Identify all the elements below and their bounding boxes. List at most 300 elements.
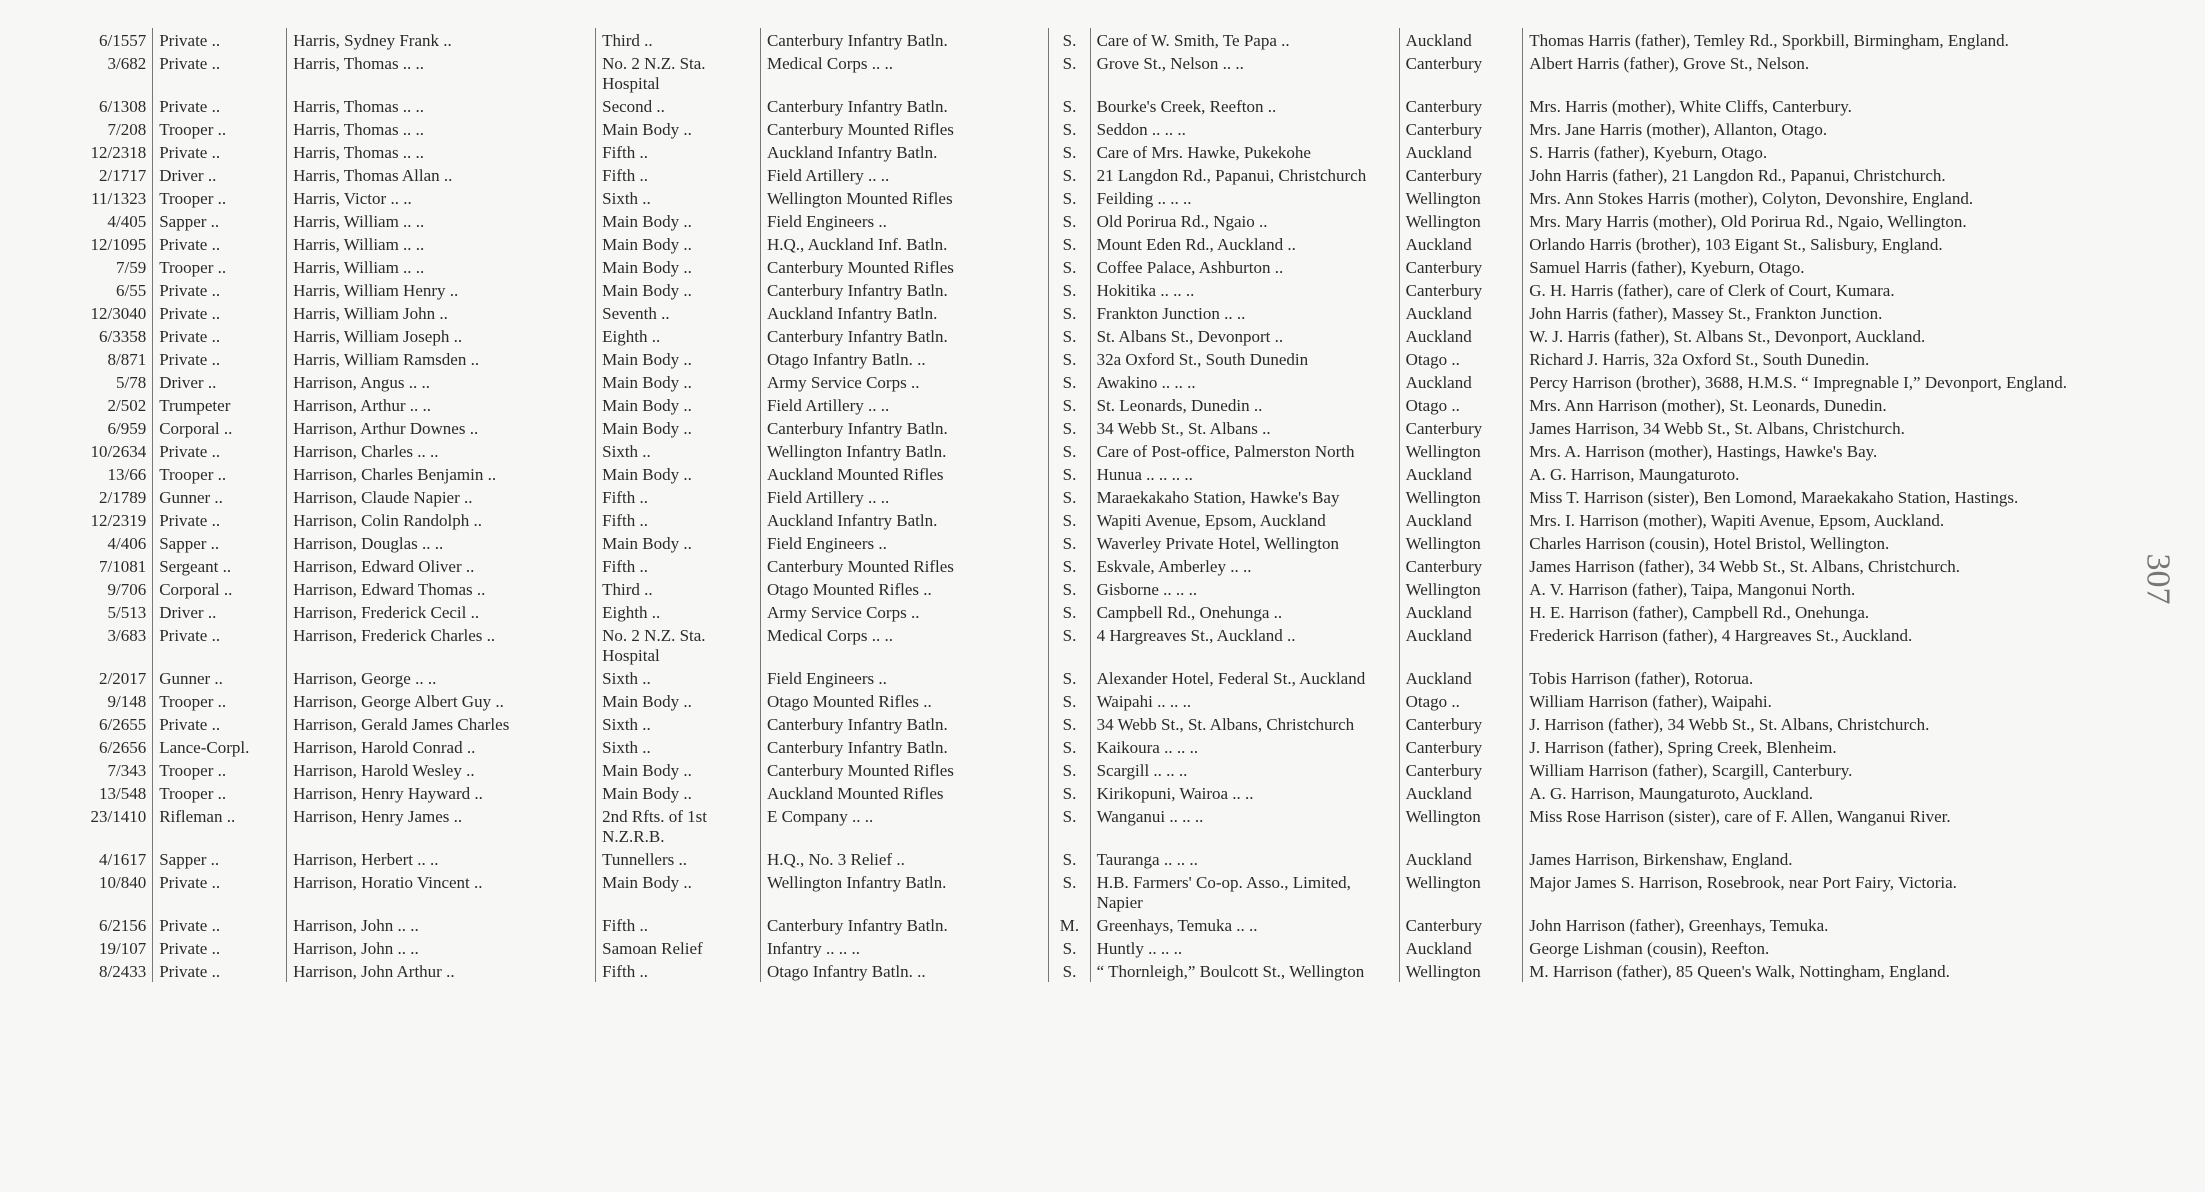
cell-next-of-kin: Thomas Harris (father), Temley Rd., Sporkbill, Birmingham, England. — [1523, 28, 2110, 51]
cell-number: 8/2433 — [98, 962, 147, 981]
cell-unit: Wellington Mounted Rifles — [760, 186, 1048, 209]
cell-status: S. — [1049, 600, 1090, 623]
cell-next-of-kin: Mrs. Mary Harris (mother), Old Porirua Rd., Ngaio, Wellington. — [1523, 209, 2110, 232]
cell-name: Harrison, Harold Conrad .. — [287, 735, 596, 758]
cell-district: Wellington — [1399, 485, 1523, 508]
cell-reinforcement: Main Body .. — [596, 393, 761, 416]
cell-reinforcement: 2nd Rfts. of 1st N.Z.R.B. — [596, 804, 761, 847]
cell-district: Wellington — [1399, 209, 1523, 232]
cell-unit: Canterbury Mounted Rifles — [760, 758, 1048, 781]
cell-next-of-kin: John Harrison (father), Greenhays, Temuka. — [1523, 913, 2110, 936]
cell-last-address: Coffee Palace, Ashburton .. — [1090, 255, 1399, 278]
cell-name: Harrison, Angus .. .. — [287, 370, 596, 393]
cell-unit: Field Artillery .. .. — [760, 485, 1048, 508]
cell-unit: Auckland Infantry Batln. — [760, 301, 1048, 324]
cell-last-address: Gisborne .. .. .. — [1090, 577, 1399, 600]
cell-reinforcement: Main Body .. — [596, 781, 761, 804]
cell-district: Auckland — [1399, 370, 1523, 393]
cell-reinforcement: Main Body .. — [596, 531, 761, 554]
cell-next-of-kin: James Harrison, Birkenshaw, England. — [1523, 847, 2110, 870]
cell-status: S. — [1049, 959, 1090, 982]
cell-name: Harrison, Charles Benjamin .. — [287, 462, 596, 485]
cell-rank: Private .. — [153, 623, 287, 666]
cell-unit: Auckland Infantry Batln. — [760, 508, 1048, 531]
cell-next-of-kin: H. E. Harrison (father), Campbell Rd., Onehunga. — [1523, 600, 2110, 623]
cell-district: Auckland — [1399, 847, 1523, 870]
cell-district: Wellington — [1399, 186, 1523, 209]
cell-reinforcement: Sixth .. — [596, 712, 761, 735]
cell-rank: Sergeant .. — [153, 554, 287, 577]
cell-rank: Private .. — [153, 232, 287, 255]
cell-status: S. — [1049, 186, 1090, 209]
cell-district: Canterbury — [1399, 735, 1523, 758]
cell-number: 10/840 — [98, 873, 147, 892]
cell-next-of-kin: Miss T. Harrison (sister), Ben Lomond, Maraekakaho Station, Hastings. — [1523, 485, 2110, 508]
cell-last-address: Feilding .. .. .. — [1090, 186, 1399, 209]
cell-name: Harrison, Edward Oliver .. — [287, 554, 596, 577]
cell-number: 9/706 — [107, 580, 147, 599]
cell-status: S. — [1049, 623, 1090, 666]
cell-district: Canterbury — [1399, 117, 1523, 140]
cell-rank: Private .. — [153, 870, 287, 913]
cell-next-of-kin: Mrs. I. Harrison (mother), Wapiti Avenue, Epsom, Auckland. — [1523, 508, 2110, 531]
cell-number: 7/343 — [107, 761, 147, 780]
cell-status: S. — [1049, 735, 1090, 758]
cell-number: 2/2017 — [98, 669, 147, 688]
cell-status: S. — [1049, 278, 1090, 301]
cell-district: Wellington — [1399, 439, 1523, 462]
roll-entry — [60, 870, 2110, 913]
roll-entry — [60, 735, 2110, 758]
roll-entry — [60, 804, 2110, 847]
cell-rank: Private .. — [153, 508, 287, 531]
cell-district: Auckland — [1399, 781, 1523, 804]
cell-next-of-kin: John Harris (father), 21 Langdon Rd., Papanui, Christchurch. — [1523, 163, 2110, 186]
cell-last-address: Maraekakaho Station, Hawke's Bay — [1090, 485, 1399, 508]
cell-status: S. — [1049, 117, 1090, 140]
cell-number: 6/55 — [115, 281, 147, 300]
cell-district: Auckland — [1399, 600, 1523, 623]
cell-unit: Canterbury Mounted Rifles — [760, 255, 1048, 278]
cell-district: Auckland — [1399, 301, 1523, 324]
cell-unit: Auckland Infantry Batln. — [760, 140, 1048, 163]
cell-name: Harrison, Frederick Cecil .. — [287, 600, 596, 623]
cell-last-address: Wapiti Avenue, Epsom, Auckland — [1090, 508, 1399, 531]
cell-unit: E Company .. .. — [760, 804, 1048, 847]
cell-name: Harris, William Joseph .. — [287, 324, 596, 347]
cell-reinforcement: Main Body .. — [596, 758, 761, 781]
roll-body — [60, 28, 2110, 982]
cell-district: Auckland — [1399, 623, 1523, 666]
cell-last-address: Tauranga .. .. .. — [1090, 847, 1399, 870]
cell-last-address: “ Thornleigh,” Boulcott St., Wellington — [1090, 959, 1399, 982]
cell-number: 12/3040 — [90, 304, 147, 323]
cell-number: 12/1095 — [90, 235, 147, 254]
cell-next-of-kin: M. Harrison (father), 85 Queen's Walk, Nottingham, England. — [1523, 959, 2110, 982]
cell-rank: Trooper .. — [153, 758, 287, 781]
roll-entry — [60, 186, 2110, 209]
cell-last-address: Hunua .. .. .. .. — [1090, 462, 1399, 485]
cell-number: 2/1789 — [98, 488, 147, 507]
roll-entry — [60, 712, 2110, 735]
cell-last-address: Hokitika .. .. .. — [1090, 278, 1399, 301]
cell-next-of-kin: Orlando Harris (brother), 103 Eigant St., Salisbury, England. — [1523, 232, 2110, 255]
cell-district: Otago .. — [1399, 393, 1523, 416]
cell-last-address: Care of Mrs. Hawke, Pukekohe — [1090, 140, 1399, 163]
cell-rank: Gunner .. — [153, 485, 287, 508]
cell-number: 2/502 — [107, 396, 147, 415]
cell-next-of-kin: Samuel Harris (father), Kyeburn, Otago. — [1523, 255, 2110, 278]
cell-number: 6/2156 — [98, 916, 147, 935]
cell-last-address: St. Leonards, Dunedin .. — [1090, 393, 1399, 416]
cell-rank: Driver .. — [153, 370, 287, 393]
cell-status: S. — [1049, 163, 1090, 186]
cell-rank: Private .. — [153, 140, 287, 163]
cell-unit: Canterbury Infantry Batln. — [760, 28, 1048, 51]
cell-rank: Private .. — [153, 324, 287, 347]
cell-unit: Army Service Corps .. — [760, 370, 1048, 393]
cell-name: Harrison, Henry Hayward .. — [287, 781, 596, 804]
cell-district: Auckland — [1399, 232, 1523, 255]
cell-district: Canterbury — [1399, 416, 1523, 439]
cell-next-of-kin: S. Harris (father), Kyeburn, Otago. — [1523, 140, 2110, 163]
cell-status: S. — [1049, 804, 1090, 847]
cell-rank: Trooper .. — [153, 117, 287, 140]
cell-rank: Gunner .. — [153, 666, 287, 689]
cell-district: Canterbury — [1399, 712, 1523, 735]
cell-reinforcement: Sixth .. — [596, 186, 761, 209]
cell-next-of-kin: Mrs. A. Harrison (mother), Hastings, Hawke's Bay. — [1523, 439, 2110, 462]
cell-rank: Private .. — [153, 301, 287, 324]
cell-number: 6/959 — [107, 419, 147, 438]
cell-status: S. — [1049, 140, 1090, 163]
roll-entry — [60, 255, 2110, 278]
cell-rank: Driver .. — [153, 600, 287, 623]
cell-next-of-kin: Mrs. Ann Stokes Harris (mother), Colyton, Devonshire, England. — [1523, 186, 2110, 209]
cell-next-of-kin: W. J. Harris (father), St. Albans St., Devonport, Auckland. — [1523, 324, 2110, 347]
cell-next-of-kin: Mrs. Ann Harrison (mother), St. Leonards, Dunedin. — [1523, 393, 2110, 416]
cell-last-address: Eskvale, Amberley .. .. — [1090, 554, 1399, 577]
cell-reinforcement: Eighth .. — [596, 324, 761, 347]
cell-reinforcement: Sixth .. — [596, 666, 761, 689]
cell-unit: Canterbury Infantry Batln. — [760, 913, 1048, 936]
cell-unit: Canterbury Infantry Batln. — [760, 416, 1048, 439]
cell-last-address: Alexander Hotel, Federal St., Auckland — [1090, 666, 1399, 689]
cell-unit: Auckland Mounted Rifles — [760, 462, 1048, 485]
cell-district: Canterbury — [1399, 913, 1523, 936]
cell-status: S. — [1049, 485, 1090, 508]
cell-name: Harrison, Herbert .. .. — [287, 847, 596, 870]
cell-status: S. — [1049, 347, 1090, 370]
cell-status: S. — [1049, 255, 1090, 278]
roll-entry — [60, 623, 2110, 666]
cell-district: Otago .. — [1399, 347, 1523, 370]
cell-number: 19/107 — [98, 939, 147, 958]
roll-entry — [60, 117, 2110, 140]
cell-name: Harris, Thomas .. .. — [287, 140, 596, 163]
cell-unit: Wellington Infantry Batln. — [760, 439, 1048, 462]
roll-entry — [60, 781, 2110, 804]
cell-last-address: Frankton Junction .. .. — [1090, 301, 1399, 324]
cell-number: 4/405 — [107, 212, 147, 231]
cell-name: Harrison, Gerald James Charles — [287, 712, 596, 735]
cell-rank: Private .. — [153, 94, 287, 117]
cell-rank: Private .. — [153, 51, 287, 94]
cell-district: Auckland — [1399, 666, 1523, 689]
cell-number: 23/1410 — [90, 807, 147, 826]
cell-last-address: Scargill .. .. .. — [1090, 758, 1399, 781]
cell-name: Harrison, Frederick Charles .. — [287, 623, 596, 666]
roll-entry — [60, 959, 2110, 982]
cell-status: S. — [1049, 393, 1090, 416]
cell-number: 3/682 — [107, 54, 147, 73]
roll-entry — [60, 393, 2110, 416]
cell-last-address: Huntly .. .. .. — [1090, 936, 1399, 959]
cell-status: S. — [1049, 324, 1090, 347]
cell-status: S. — [1049, 847, 1090, 870]
cell-status: S. — [1049, 416, 1090, 439]
cell-reinforcement: Fifth .. — [596, 554, 761, 577]
cell-last-address: Kirikopuni, Wairoa .. .. — [1090, 781, 1399, 804]
cell-reinforcement: Fifth .. — [596, 163, 761, 186]
cell-last-address: Grove St., Nelson .. .. — [1090, 51, 1399, 94]
cell-name: Harrison, John .. .. — [287, 913, 596, 936]
cell-number: 5/513 — [107, 603, 147, 622]
cell-status: S. — [1049, 936, 1090, 959]
cell-rank: Lance-Corpl. — [153, 735, 287, 758]
cell-reinforcement: Second .. — [596, 94, 761, 117]
cell-name: Harrison, Edward Thomas .. — [287, 577, 596, 600]
cell-name: Harrison, Harold Wesley .. — [287, 758, 596, 781]
cell-rank: Private .. — [153, 936, 287, 959]
cell-rank: Sapper .. — [153, 531, 287, 554]
cell-reinforcement: Fifth .. — [596, 913, 761, 936]
cell-next-of-kin: A. V. Harrison (father), Taipa, Mangonui North. — [1523, 577, 2110, 600]
cell-number: 3/683 — [107, 626, 147, 645]
cell-name: Harrison, John Arthur .. — [287, 959, 596, 982]
cell-district: Auckland — [1399, 140, 1523, 163]
cell-next-of-kin: Major James S. Harrison, Rosebrook, near Port Fairy, Victoria. — [1523, 870, 2110, 913]
cell-next-of-kin: Tobis Harrison (father), Rotorua. — [1523, 666, 2110, 689]
cell-rank: Corporal .. — [153, 577, 287, 600]
roll-entry — [60, 847, 2110, 870]
cell-reinforcement: No. 2 N.Z. Sta. Hospital — [596, 623, 761, 666]
cell-name: Harrison, Claude Napier .. — [287, 485, 596, 508]
cell-district: Wellington — [1399, 870, 1523, 913]
roll-entry — [60, 209, 2110, 232]
cell-next-of-kin: Miss Rose Harrison (sister), care of F. Allen, Wanganui River. — [1523, 804, 2110, 847]
cell-status: S. — [1049, 301, 1090, 324]
cell-district: Canterbury — [1399, 94, 1523, 117]
cell-next-of-kin: A. G. Harrison, Maungaturoto. — [1523, 462, 2110, 485]
cell-reinforcement: Sixth .. — [596, 735, 761, 758]
cell-next-of-kin: William Harrison (father), Waipahi. — [1523, 689, 2110, 712]
cell-reinforcement: Main Body .. — [596, 255, 761, 278]
cell-rank: Trooper .. — [153, 462, 287, 485]
cell-reinforcement: Third .. — [596, 577, 761, 600]
cell-unit: Canterbury Mounted Rifles — [760, 554, 1048, 577]
cell-district: Auckland — [1399, 28, 1523, 51]
cell-reinforcement: Main Body .. — [596, 232, 761, 255]
cell-next-of-kin: J. Harrison (father), Spring Creek, Blenheim. — [1523, 735, 2110, 758]
cell-unit: Canterbury Infantry Batln. — [760, 94, 1048, 117]
cell-district: Auckland — [1399, 462, 1523, 485]
cell-number: 8/871 — [107, 350, 147, 369]
cell-name: Harris, William .. .. — [287, 232, 596, 255]
cell-name: Harris, Thomas .. .. — [287, 51, 596, 94]
roll-entry — [60, 140, 2110, 163]
cell-rank: Driver .. — [153, 163, 287, 186]
cell-name: Harrison, George .. .. — [287, 666, 596, 689]
roll-entry — [60, 600, 2110, 623]
roll-entry — [60, 163, 2110, 186]
cell-number: 13/548 — [98, 784, 147, 803]
cell-rank: Private .. — [153, 278, 287, 301]
cell-number: 4/406 — [107, 534, 147, 553]
cell-status: S. — [1049, 531, 1090, 554]
cell-reinforcement: No. 2 N.Z. Sta. Hospital — [596, 51, 761, 94]
cell-unit: Auckland Mounted Rifles — [760, 781, 1048, 804]
cell-unit: Infantry .. .. .. — [760, 936, 1048, 959]
cell-last-address: H.B. Farmers' Co-op. Asso., Limited, Napier — [1090, 870, 1399, 913]
cell-unit: Canterbury Infantry Batln. — [760, 712, 1048, 735]
cell-number: 6/3358 — [98, 327, 147, 346]
cell-name: Harrison, John .. .. — [287, 936, 596, 959]
cell-last-address: Seddon .. .. .. — [1090, 117, 1399, 140]
cell-reinforcement: Sixth .. — [596, 439, 761, 462]
cell-next-of-kin: Mrs. Jane Harris (mother), Allanton, Otago. — [1523, 117, 2110, 140]
cell-last-address: 32a Oxford St., South Dunedin — [1090, 347, 1399, 370]
cell-next-of-kin: James Harrison, 34 Webb St., St. Albans, Christchurch. — [1523, 416, 2110, 439]
cell-last-address: Mount Eden Rd., Auckland .. — [1090, 232, 1399, 255]
cell-next-of-kin: J. Harrison (father), 34 Webb St., St. Albans, Christchurch. — [1523, 712, 2110, 735]
cell-reinforcement: Main Body .. — [596, 870, 761, 913]
cell-name: Harrison, George Albert Guy .. — [287, 689, 596, 712]
cell-district: Canterbury — [1399, 278, 1523, 301]
cell-next-of-kin: James Harrison (father), 34 Webb St., St. Albans, Christchurch. — [1523, 554, 2110, 577]
cell-name: Harrison, Charles .. .. — [287, 439, 596, 462]
roll-entry — [60, 913, 2110, 936]
cell-number: 7/1081 — [98, 557, 147, 576]
cell-reinforcement: Fifth .. — [596, 959, 761, 982]
cell-status: S. — [1049, 439, 1090, 462]
cell-rank: Trooper .. — [153, 255, 287, 278]
cell-unit: Medical Corps .. .. — [760, 51, 1048, 94]
cell-status: S. — [1049, 781, 1090, 804]
cell-number: 7/208 — [107, 120, 147, 139]
cell-last-address: Bourke's Creek, Reefton .. — [1090, 94, 1399, 117]
cell-rank: Trooper .. — [153, 689, 287, 712]
cell-name: Harris, Thomas .. .. — [287, 117, 596, 140]
cell-district: Auckland — [1399, 508, 1523, 531]
cell-rank: Private .. — [153, 959, 287, 982]
cell-next-of-kin: A. G. Harrison, Maungaturoto, Auckland. — [1523, 781, 2110, 804]
cell-status: S. — [1049, 689, 1090, 712]
cell-rank: Private .. — [153, 712, 287, 735]
cell-number: 6/2656 — [98, 738, 147, 757]
cell-reinforcement: Main Body .. — [596, 689, 761, 712]
cell-unit: H.Q., No. 3 Relief .. — [760, 847, 1048, 870]
cell-last-address: Old Porirua Rd., Ngaio .. — [1090, 209, 1399, 232]
cell-rank: Trooper .. — [153, 781, 287, 804]
cell-next-of-kin: Charles Harrison (cousin), Hotel Bristol, Wellington. — [1523, 531, 2110, 554]
cell-reinforcement: Main Body .. — [596, 347, 761, 370]
cell-name: Harrison, Henry James .. — [287, 804, 596, 847]
cell-reinforcement: Fifth .. — [596, 508, 761, 531]
cell-reinforcement: Fifth .. — [596, 140, 761, 163]
cell-district: Canterbury — [1399, 163, 1523, 186]
cell-last-address: Waverley Private Hotel, Wellington — [1090, 531, 1399, 554]
cell-rank: Sapper .. — [153, 209, 287, 232]
cell-rank: Sapper .. — [153, 847, 287, 870]
cell-last-address: 21 Langdon Rd., Papanui, Christchurch — [1090, 163, 1399, 186]
cell-status: S. — [1049, 232, 1090, 255]
cell-status: S. — [1049, 370, 1090, 393]
cell-district: Auckland — [1399, 324, 1523, 347]
cell-reinforcement: Main Body .. — [596, 209, 761, 232]
cell-next-of-kin: G. H. Harris (father), care of Clerk of Court, Kumara. — [1523, 278, 2110, 301]
roll-entry — [60, 689, 2110, 712]
cell-status: S. — [1049, 712, 1090, 735]
roll-entry — [60, 416, 2110, 439]
cell-last-address: Waipahi .. .. .. — [1090, 689, 1399, 712]
cell-next-of-kin: Frederick Harrison (father), 4 Hargreaves St., Auckland. — [1523, 623, 2110, 666]
roll-entry — [60, 485, 2110, 508]
cell-next-of-kin: George Lishman (cousin), Reefton. — [1523, 936, 2110, 959]
cell-number: 11/1323 — [91, 189, 147, 208]
cell-last-address: 4 Hargreaves St., Auckland .. — [1090, 623, 1399, 666]
cell-last-address: Wanganui .. .. .. — [1090, 804, 1399, 847]
cell-status: S. — [1049, 508, 1090, 531]
cell-number: 6/1308 — [98, 97, 147, 116]
roll-entry — [60, 577, 2110, 600]
cell-rank: Trumpeter — [153, 393, 287, 416]
cell-name: Harris, Thomas .. .. — [287, 94, 596, 117]
nominal-roll-table — [60, 28, 2110, 982]
roll-entry — [60, 278, 2110, 301]
cell-unit: Otago Infantry Batln. .. — [760, 959, 1048, 982]
cell-unit: Otago Mounted Rifles .. — [760, 577, 1048, 600]
roll-entry — [60, 666, 2110, 689]
roll-entry — [60, 28, 2110, 51]
cell-name: Harris, William .. .. — [287, 255, 596, 278]
cell-number: 4/1617 — [98, 850, 147, 869]
cell-next-of-kin: William Harrison (father), Scargill, Canterbury. — [1523, 758, 2110, 781]
cell-rank: Corporal .. — [153, 416, 287, 439]
cell-unit: Canterbury Infantry Batln. — [760, 324, 1048, 347]
cell-last-address: 34 Webb St., St. Albans .. — [1090, 416, 1399, 439]
cell-reinforcement: Eighth .. — [596, 600, 761, 623]
cell-name: Harris, Victor .. .. — [287, 186, 596, 209]
cell-reinforcement: Main Body .. — [596, 278, 761, 301]
cell-reinforcement: Samoan Relief — [596, 936, 761, 959]
cell-number: 6/1557 — [98, 31, 147, 50]
cell-name: Harris, Thomas Allan .. — [287, 163, 596, 186]
cell-district: Auckland — [1399, 936, 1523, 959]
cell-next-of-kin: Albert Harris (father), Grove St., Nelson. — [1523, 51, 2110, 94]
cell-unit: Canterbury Infantry Batln. — [760, 278, 1048, 301]
cell-number: 5/78 — [115, 373, 147, 392]
cell-status: S. — [1049, 209, 1090, 232]
cell-name: Harrison, Arthur .. .. — [287, 393, 596, 416]
cell-name: Harrison, Douglas .. .. — [287, 531, 596, 554]
cell-reinforcement: Fifth .. — [596, 485, 761, 508]
cell-rank: Rifleman .. — [153, 804, 287, 847]
cell-name: Harris, William Henry .. — [287, 278, 596, 301]
cell-reinforcement: Main Body .. — [596, 117, 761, 140]
cell-reinforcement: Main Body .. — [596, 370, 761, 393]
cell-reinforcement: Third .. — [596, 28, 761, 51]
